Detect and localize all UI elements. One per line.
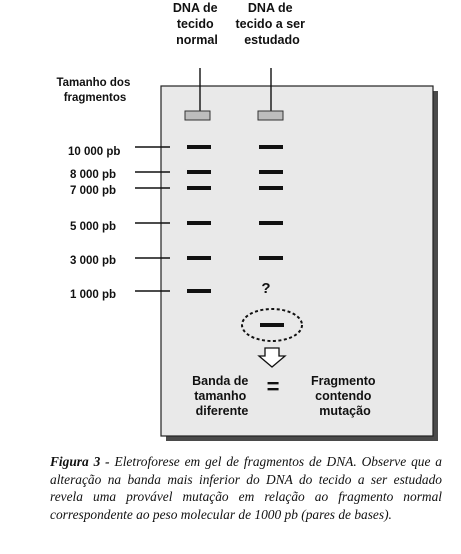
band-studied-8000: [259, 170, 283, 174]
column-header-normal-line: DNA de: [172, 1, 218, 15]
column-header-normal-line: tecido: [176, 17, 214, 31]
legend-right-line: mutação: [319, 404, 371, 418]
column-header-normal-line: normal: [176, 33, 218, 47]
band-studied-3000: [259, 256, 283, 260]
marker-label: 7 000 pb: [70, 185, 117, 197]
band-normal-10000: [187, 145, 211, 149]
marker-label: 8 000 pb: [70, 169, 117, 181]
column-header-studied-line: tecido a ser: [235, 17, 305, 31]
column-header-studied-line: DNA de: [247, 1, 293, 15]
band-studied-mutated: [260, 323, 284, 327]
well-normal: [185, 111, 210, 120]
band-normal-7000: [187, 186, 211, 190]
legend-left: [192, 374, 252, 418]
band-normal-8000: [187, 170, 211, 174]
marker-label: 1 000 pb: [70, 289, 117, 301]
band-normal-5000: [187, 221, 211, 225]
legend-left-line: diferente: [195, 404, 249, 418]
legend-left-line: tamanho: [194, 389, 247, 403]
band-normal-3000: [187, 256, 211, 260]
band-studied-7000: [259, 186, 283, 190]
legend-left-line: Banda de: [192, 374, 249, 388]
size-axis-title-line: fragmentos: [63, 92, 127, 104]
question-mark: ?: [261, 280, 271, 297]
caption-lead: Figura 3 -: [50, 454, 110, 469]
band-studied-5000: [259, 221, 283, 225]
legend-right-line: Fragmento: [310, 374, 376, 388]
caption-text: Eletroforese em gel de fragmentos de DNA. Observe que a alteração na banda mais inferior do DNA do tecido a ser estudado revela uma provável mutação em relação ao fragmento normal correspondente ao peso molecular de 1000 pb (pares de bases).: [50, 454, 442, 522]
legend-right-line: contendo: [315, 389, 372, 403]
size-axis-title: [56, 77, 133, 104]
marker-label: 10 000 pb: [68, 146, 121, 158]
column-header-studied: [236, 1, 309, 47]
column-header-studied-line: estudado: [244, 33, 300, 47]
marker-label: 3 000 pb: [70, 255, 117, 267]
size-axis-title-line: Tamanho dos: [56, 77, 131, 89]
figure-caption: [50, 453, 442, 523]
band-normal-1000: [187, 289, 211, 293]
legend-right: [311, 374, 379, 418]
marker-label: 5 000 pb: [70, 221, 117, 233]
well-studied: [258, 111, 283, 120]
legend-equals: =: [266, 374, 280, 399]
column-header-normal: [173, 1, 221, 47]
band-studied-10000: [259, 145, 283, 149]
